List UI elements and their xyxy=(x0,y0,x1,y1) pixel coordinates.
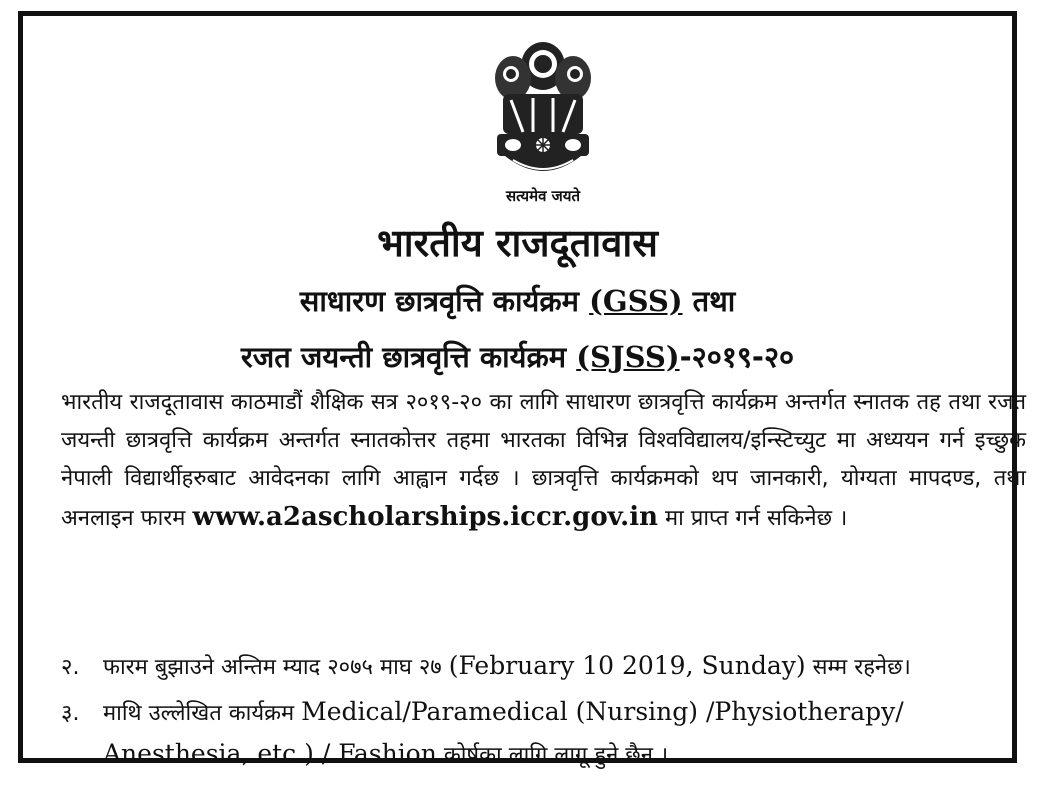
item-courses: Medical/Paramedical (Nursing) /Physiotherapy/ xyxy=(301,697,904,726)
sjss-code: (SJSS) xyxy=(576,340,680,374)
item-text: माथि उल्लेखित कार्यक्रम xyxy=(103,701,302,726)
notice-frame xyxy=(18,11,1026,768)
item-courses-cont: Anesthesia, etc.) / Fashion xyxy=(103,739,437,768)
subtitle-gss-text: साधारण छात्रवृत्ति कार्यक्रम xyxy=(299,284,590,318)
subtitle-sjss xyxy=(23,337,1012,376)
item-number: २. xyxy=(61,655,80,680)
body-paragraph-end: मा प्राप्त गर्न सकिनेछ । xyxy=(658,506,848,531)
body-paragraph xyxy=(61,384,1026,538)
gss-code: (GSS) xyxy=(589,284,683,318)
item-deadline-date: (February 10 2019, Sunday) xyxy=(448,651,806,680)
subtitle-sjss-year: -२०१९-२० xyxy=(679,340,795,374)
emblem-motto: सत्यमेव जयते xyxy=(505,187,581,205)
subtitle-gss xyxy=(23,281,1012,320)
item-text-end: सम्म रहनेछ। xyxy=(805,655,911,680)
ashoka-emblem-icon xyxy=(483,36,603,186)
item-text: फारम बुझाउने अन्तिम म्याद २०७५ माघ २७ xyxy=(103,655,449,680)
list-item xyxy=(61,646,1031,688)
item-number: ३. xyxy=(61,701,80,726)
item-text-end: कोर्षका लागि लागू हुने छैन । xyxy=(436,743,669,768)
list-item xyxy=(61,692,1031,776)
subtitle-gss-suffix: तथा xyxy=(682,284,736,318)
website-link[interactable]: www.a2ascholarships.iccr.gov.in xyxy=(192,502,658,532)
body-paragraph-text: भारतीय राजदूतावास काठमाडौं शैक्षिक सत्र २०१९-२० का लागि साधारण छात्रवृत्ति कार्यक्रम अन्तर्गत स्नातक तह तथा रजत जयन्ती छात्रवृत्ति कार्यक्रम अन्तर्गत स्नातकोत्तर तहमा भारतका विभिन्न विश्वविद्यालय/इन्स्टिच्युट मा अध्ययन गर्न इच्छुक नेपाली विद्यार्थीहरुबाट आवेदनका लागि आह्वान गर्दछ । छात्रवृत्ति कार्यक्रमको थप जानकारी, योग्यता मापदण्ड, तथा अनलाइन फारम xyxy=(61,390,1026,531)
item-continuation xyxy=(61,734,1031,776)
page-title: भारतीय राजदूतावास xyxy=(377,221,658,265)
subtitle-sjss-text: रजत जयन्ती छात्रवृत्ति कार्यक्रम xyxy=(240,340,577,374)
